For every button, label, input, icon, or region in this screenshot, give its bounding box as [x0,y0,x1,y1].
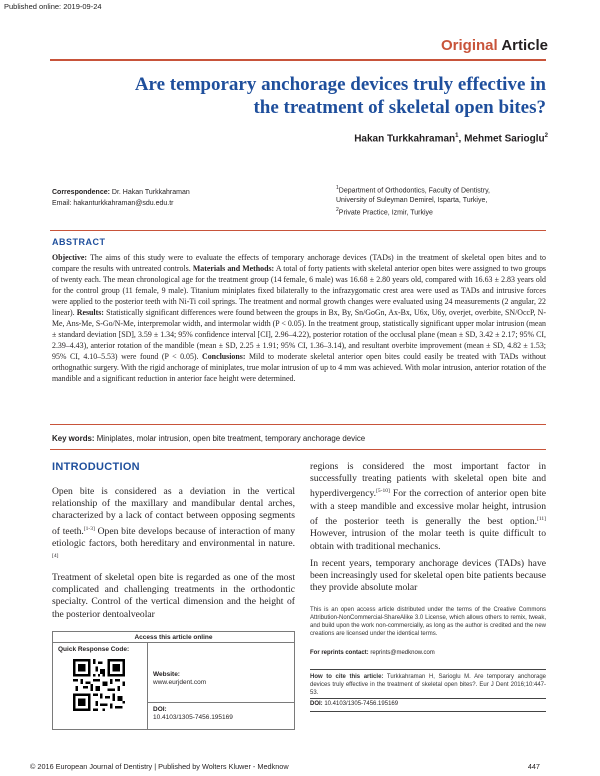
reprints-label: For reprints contact: [310,650,369,656]
ref-5-10[interactable]: [5-10] [376,488,390,495]
affil-2-marker: 2 [336,206,339,213]
conclusions-label: Conclusions: [202,352,246,361]
website-link[interactable]: www.eurjdent.com [153,679,207,686]
access-online-box [52,631,295,730]
cite-mid-rule [310,698,546,699]
access-doi-label: DOI: [153,706,167,713]
keywords-rule [50,449,546,450]
correspondence-email[interactable]: hakanturkkahraman@sdu.edu.tr [71,199,174,207]
header-rule [50,59,546,61]
conclusions-text: Mild to moderate skeletal anterior open bites could easily be treated with TADs without orthognathic surgery. With the rigid anchorage of miniplates, true molar intrusion of up to 4 mm was achieved. With molar intrusion, anterior rotation of the mandible and a significant reduction in anterior face height were determined. [52,352,546,383]
abstract-body [52,252,546,384]
ref-11[interactable]: [11] [537,516,546,522]
abstract-heading: ABSTRACT [52,237,106,247]
keywords-label: Key words: [52,434,95,443]
introduction-heading: INTRODUCTION [52,461,140,473]
access-doi-value[interactable]: 10.4103/1305-7456.195169 [153,714,233,721]
email-label: Email: [52,199,72,207]
author-2: Mehmet Sarioglu [464,133,545,145]
abstract-top-rule [50,230,546,231]
intro-paragraph-2: Treatment of skeletal open bite is regarded as one of the most complicated and challenging treatments in the orthodontic specialty. Control of the vertical dimension and the height of the posterior dentoalveolar [52,572,295,620]
objective-text: The aims of this study were to evaluate the effects of temporary anchorage devices (TADs) in the treatment of skeletal open bites and to compare the results with untreated controls. [52,253,546,273]
intro-p1-text-b: Open bite develops because of interaction of many etiologic factors, both hereditary and environmental in nature. [52,525,296,549]
title-line-2: the treatment of skeletal open bites? [253,97,546,118]
correspondence-label: Correspondence: [52,189,110,196]
reprints-contact [310,650,435,656]
affil-line-3: Private Practice, Izmir, Turkiye [338,208,433,216]
website-label: Website: [153,671,180,678]
doi-label: DOI: [310,701,323,707]
title-line-1: Are temporary anchorage devices truly effective in [134,74,546,95]
abstract-bottom-rule [50,424,546,425]
qr-label: Quick Response Code: [58,646,130,653]
intro-p3-text-a: regions is considered the most important factor in successfully treating patients with skeletal open bite and hyperdivergency. [310,461,546,500]
affil-line-2: University of Suleyman Demirel, Isparta, Turkiye, [336,196,488,204]
author-2-affil: 2 [544,133,548,139]
keywords [52,434,365,443]
author-1: Hakan Turkkahraman [354,133,456,145]
keywords-text: Miniplates, molar intrusion, open bite treatment, temporary anchorage device [94,434,366,443]
intro-paragraph-3 [310,461,546,553]
article-type-label [441,37,548,54]
correspondence-block [52,188,312,209]
qr-cell [53,643,148,729]
results-label: Results: [76,308,104,317]
article-type-word2: Article [501,37,548,54]
reprints-email[interactable]: reprints@medknow.com [368,650,435,656]
intro-p1-text-a: Open bite is considered as a deviation in the vertical relationship of the maxillary and mandibular dental arches, characterized by a lack of contact between opposing segments of teeth. [52,486,295,537]
intro-p3-text-c: However, intrusion of the molar teeth is quite difficult to obtain with traditional mechanics. [310,528,546,552]
methods-label: Materials and Methods: [192,264,275,273]
methods-text: A total of forty patients with skeletal anterior open bites were assigned to two groups of twenty each. The mean chronological age for the treatment group (14 female, 6 male) was 16.68 ± 2.80 years old, compared with 16.63 ± 2.83 years old for the control group (11 female, 9 male). Titanium miniplates fixed bilaterally to the infrazygomatic crest area were used as TADs and intrusive forces were applied to the posterior teeth with Ni-Ti coil springs. The treatment and normal growth changes were evaluated using 24 measurements (2 angular, 22 linear). [52,264,546,317]
license-notice: This is an open access article distributed under the terms of the Creative Commons Attribution-NonCommercial-ShareAlike 3.0 License, which allows others to remix, tweak, and build upon the work non-commercially, as long as the author is credited and the new creations are licensed under the identical terms. [310,607,546,637]
affiliations-block [336,184,556,217]
ref-1-3[interactable]: [1-3] [83,525,95,532]
author-separator: , [458,133,465,145]
footer-copyright: © 2016 European Journal of Dentistry | Published by Wolters Kluwer - Medknow [30,762,289,771]
page-number: 447 [527,762,540,771]
cite-label: How to cite this article: [310,674,384,680]
cite-top-rule [310,669,546,670]
affil-line-1: Department of Orthodontics, Faculty of Dentistry, [338,187,490,195]
doi-line [310,701,398,707]
access-box-heading: Access this article online [53,632,294,643]
qr-code-icon[interactable] [73,659,125,711]
intro-paragraph-4: In recent years, temporary anchorage devices (TADs) have been increasingly used for skeletal open bite patients because they provide absolute molar [310,558,546,594]
results-text: Statistically significant differences were found between the groups in Bx, By, Sn/GoGn, Ax-Bx, U6x, U6y, overjet, overbite, SN/OccP, N-Me, Ans-Me, S-Go/N-Me, interpremolar width, and intermolar width (P < 0.05). In the treatment group, statistically significant upper molar intrusion (mean ± standard deviation [SD], 3.59 ± 1.34; 95% confidence interval [CI], 2.96–4.22), posterior rotation of the occlusal plane (mean ± SD, 3.42 ± 2.17; 95% CI, 2.39–4.43), anterior rotation of the mandible (mean ± SD, 2.25 ± 1.91; 95% CI, 1.36–3.14), and resultant overbite improvement (mean ± SD, 4.82 ± 1.53; 95% CI, 4.10–5.53) were found (P < 0.05). [52,308,546,361]
intro-p3-text-b: For the correction of anterior open bite with a steep mandible and excessive molar height, intrusion of the posterior teeth is generally the best option. [310,488,546,528]
access-box-divider [148,702,294,703]
published-date: Published online: 2019-09-24 [4,2,102,11]
correspondence-name: Dr. Hakan Turkkahraman [109,189,190,196]
intro-paragraph-1 [52,486,295,566]
doi-value[interactable]: 10.4103/1305-7456.195169 [322,701,399,707]
objective-label: Objective: [52,253,88,262]
ref-4[interactable]: [4] [52,553,59,560]
article-title [40,73,546,119]
how-to-cite [310,673,546,697]
author-1-affil: 1 [455,133,459,139]
affil-1-marker: 1 [336,185,339,191]
cite-text: Turkkahraman H, Sarioglu M. Are temporary anchorage devices truly effective in the treatment of skeletal open bites?. Eur J Dent 2016;10:447-53. [310,674,546,696]
article-type-word1: Original [441,37,498,54]
cite-bottom-rule [310,711,546,712]
author-list [354,133,548,144]
